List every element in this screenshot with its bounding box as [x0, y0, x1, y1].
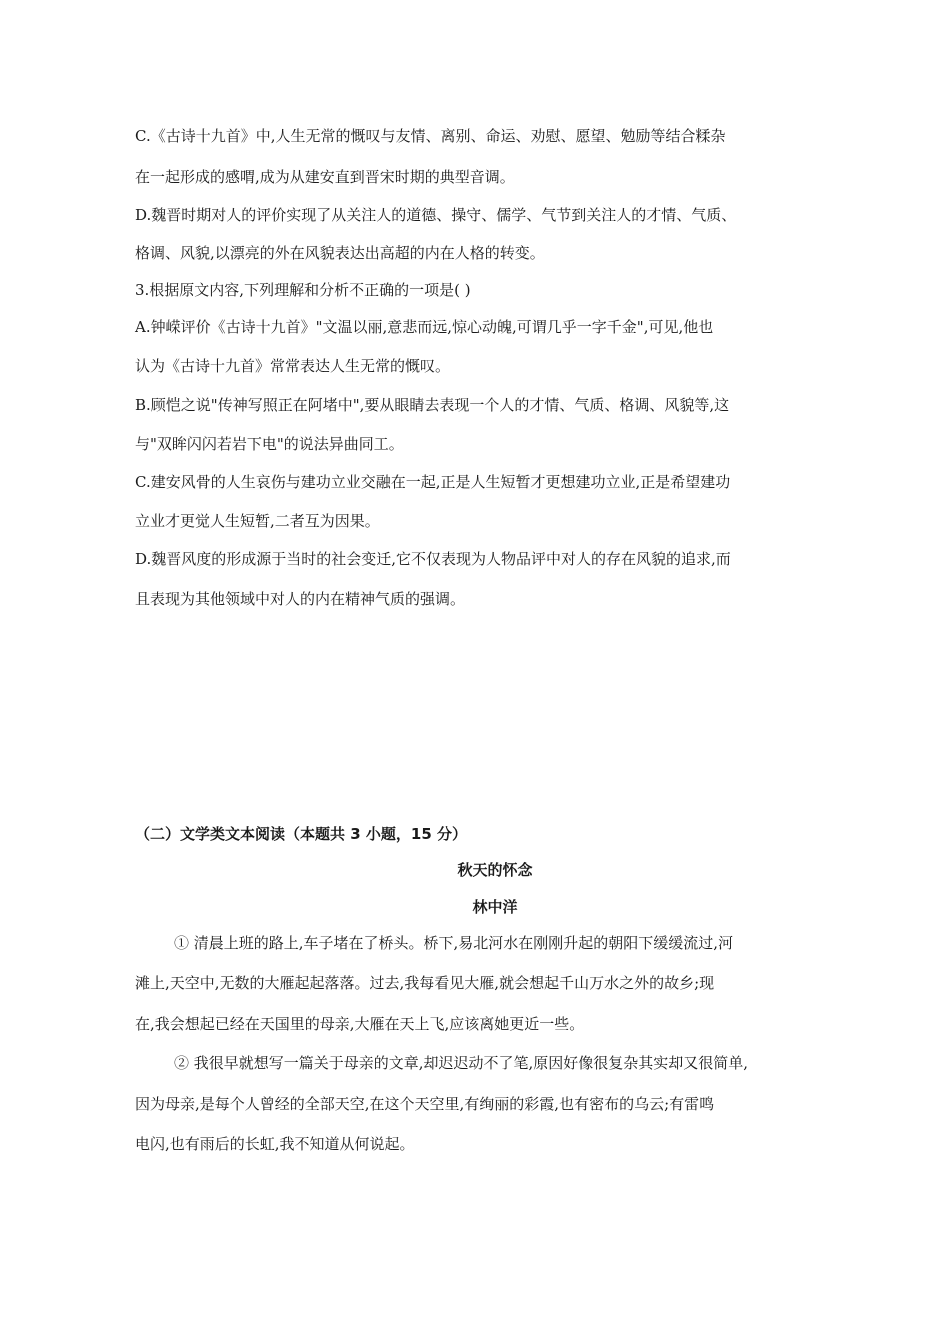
paragraph-1-line-3: 在,我会想起已经在天国里的母亲,大雁在天上飞,应该离她更近一些。	[135, 1015, 585, 1033]
q3-option-a-line-2: 认为《古诗十九首》常常表达人生无常的慨叹。	[135, 357, 451, 375]
question-3-stem: 3.根据原文内容,下列理解和分析不正确的一项是( )	[135, 281, 471, 299]
q3-option-b-line-1: B.顾恺之说"传神写照正在阿堵中",要从眼睛去表现一个人的才情、气质、格调、风貌等,这	[135, 396, 730, 414]
q3-option-c-line-1: C.建安风骨的人生哀伤与建功立业交融在一起,正是人生短暂才更想建功立业,正是希望建功	[135, 473, 731, 491]
q3-option-d-line-1: D.魏晋风度的形成源于当时的社会变迁,它不仅表现为人物品评中对人的存在风貌的追求,而	[135, 550, 731, 568]
option-c-line-2: 在一起形成的感喟,成为从建安直到晋宋时期的典型音调。	[135, 168, 515, 186]
option-d-line-1: D.魏晋时期对人的评价实现了从关注人的道德、操守、儒学、气节到关注人的才情、气质、	[135, 206, 737, 224]
q3-option-d-line-2: 且表现为其他领域中对人的内在精神气质的强调。	[135, 590, 466, 608]
article-title: 秋天的怀念	[457, 861, 533, 879]
paragraph-2-line-2: 因为母亲,是每个人曾经的全部天空,在这个天空里,有绚丽的彩霞,也有密布的乌云;有雷鸣	[135, 1095, 715, 1113]
q3-option-a-line-1: A.钟嵘评价《古诗十九首》"文温以丽,意悲而远,惊心动魄,可谓几乎一字千金",可见,他也	[135, 318, 714, 336]
paragraph-1-line-1: ① 清晨上班的路上,车子堵在了桥头。桥下,易北河水在刚刚升起的朝阳下缓缓流过,河	[174, 934, 734, 952]
option-d-line-2: 格调、风貌,以漂亮的外在风貌表达出高超的内在人格的转变。	[135, 244, 545, 262]
q3-option-c-line-2: 立业才更觉人生短暂,二者互为因果。	[135, 512, 380, 530]
q3-option-b-line-2: 与"双眸闪闪若岩下电"的说法异曲同工。	[135, 435, 404, 453]
option-c-line-1: C.《古诗十九首》中,人生无常的慨叹与友情、离别、命运、劝慰、愿望、勉励等结合糅杂	[135, 127, 726, 145]
paragraph-2-line-1: ② 我很早就想写一篇关于母亲的文章,却迟迟动不了笔,原因好像很复杂其实却又很简单,	[174, 1054, 749, 1072]
article-author: 林中洋	[472, 898, 518, 916]
paragraph-1-line-2: 滩上,天空中,无数的大雁起起落落。过去,我每看见大雁,就会想起千山万水之外的故乡;现	[135, 974, 715, 992]
section-heading: （二）文学类文本阅读（本题共 3 小题，15 分）	[135, 825, 467, 843]
paragraph-2-line-3: 电闪,也有雨后的长虹,我不知道从何说起。	[135, 1135, 415, 1153]
